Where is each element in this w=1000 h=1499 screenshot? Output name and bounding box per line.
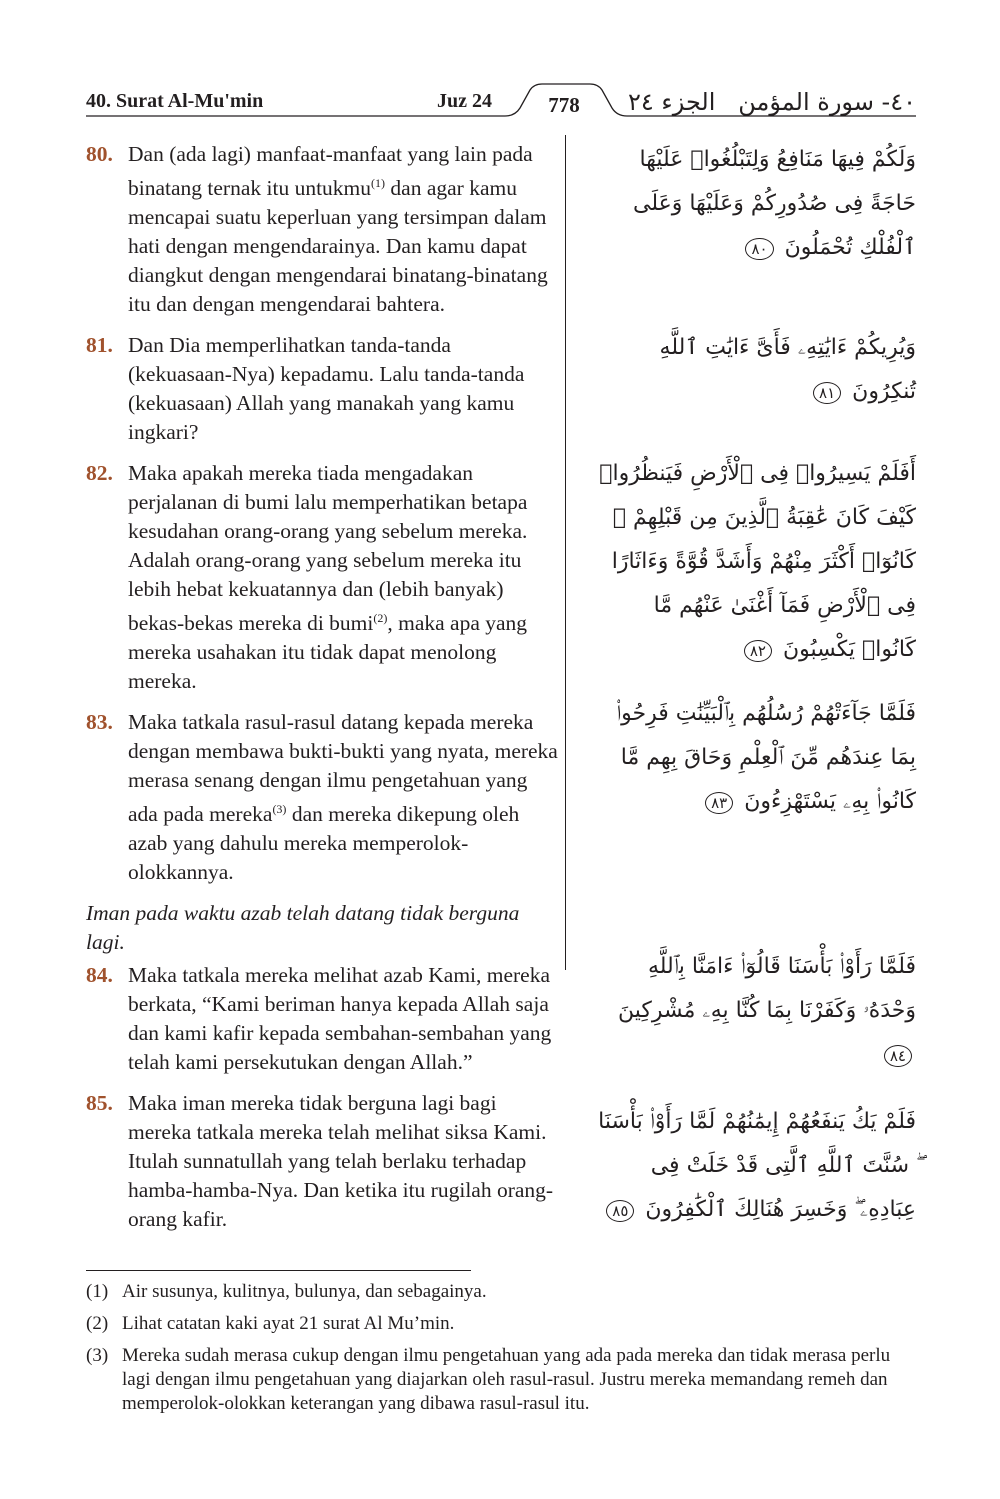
page-number: 778 [548,93,580,117]
footnote-ref[interactable]: (2) [373,611,388,626]
arabic-juz-label: الجزء ٢٤ [628,88,716,116]
verse-text: Maka apakah mereka tiada mengadakan perjalanan di bumi lalu memperhatikan betapa kesudahan orang-orang yang sebelum mereka. Adalah orang-orang yang sebelum mereka itu lebih hebat kekuatannya dan (lebih banyak) bekas-bekas mereka di bumi$^{(2)}$, maka apa yang mereka usahakan itu tidak dapat menolong mereka. [128,461,528,694]
ayah-number-marker: ٨٢ [744,640,772,662]
footnote-3 [86,1344,916,1416]
column-divider [565,135,566,970]
verse-text: Dan (ada lagi) manfaat-manfaat yang lain pada binatang ternak itu untukmu$^{(1)}$ dan agar kamu mencapai suatu keperluan yang tersimpan dalam hati dengan mengendarainya. Dan kamu dapat diangkut dengan mengendarai binatang-binatang itu dan dengan mengendarai bahtera. [128,142,548,317]
verse-83 [86,708,560,887]
arabic-verse-84: فَلَمَّا رَأَوْا۟ بَأْسَنَا قَالُوٓا۟ ءَامَنَّا بِٱللَّهِ وَحْدَهُۥ وَكَفَرْنَا بِمَا كُنَّا بِهِۦ مُشْرِكِينَ ٨٤ [617,954,916,1065]
arabic-verse-81: وَيُرِيكُمْ ءَايَٰتِهِۦ فَأَىَّ ءَايَٰتِ ٱللَّهِ تُنكِرُونَ ٨١ [659,335,916,404]
translation-column [86,140,560,1246]
verse-number: 84. [86,963,113,988]
footnotes [86,1280,916,1424]
verse-85 [86,1089,560,1234]
surah-title: 40. Surat Al-Mu'min [86,90,264,112]
arabic-verse-80: وَلَكُمْ فِيهَا مَنَافِعُ وَلِتَبْلُغُوا۟ عَلَيْهَا حَاجَةً فِى صُدُورِكُمْ وَعَلَيْهَا وَعَلَى ٱلْفُلْكِ تُحْمَلُونَ ٨٠ [632,147,916,260]
verse-number: 80. [86,142,113,166]
section-subheading: Iman pada waktu azab telah datang tidak berguna lagi. [86,901,520,955]
verse-text: Maka tatkala rasul-rasul datang kepada mereka dengan membawa bukti-bukti yang nyata, mereka merasa senang dengan ilmu pengetahuan yang ada pada mereka$^{(3)}$ dan mereka dikepung oleh azab yang dahulu mereka memperolok-olokkannya. [128,710,558,885]
footnote-number: (3) [86,1345,109,1366]
verse-number: 82. [86,461,113,486]
verse-number: 85. [86,1091,113,1116]
footnote-ref[interactable]: (1) [371,176,386,190]
verse-number: 83. [86,710,113,735]
ayah-number-marker: ٨٣ [705,792,733,814]
footnote-2 [86,1312,916,1336]
verse-number: 81. [86,333,113,358]
ayah-number-marker: ٨٤ [884,1045,912,1067]
verse-82 [86,459,560,696]
arabic-verse-82: أَفَلَمْ يَسِيرُوا۟ فِى ٱلْأَرْضِ فَيَنظُرُوا۟ كَيْفَ كَانَ عَٰقِبَةُ ٱلَّذِينَ مِن قَبْلِهِمْ ۚ كَانُوٓا۟ أَكْثَرَ مِنْهُمْ وَأَشَدَّ قُوَّةً وَءَاثَارًا فِى ٱلْأَرْضِ فَمَآ أَغْنَىٰ عَنْهُم مَّا كَانُوا۟ يَكْسِبُونَ ٨٢ [599,461,916,662]
footnote-ref[interactable]: (3) [272,802,287,817]
verse-text: Maka tatkala mereka melihat azab Kami, mereka berkata, “Kami beriman hanya kepada Allah saja dan kami kafir kepada sembahan-sembahan yang telah kami persekutukan dengan Allah.” [128,963,552,1075]
juz-label: Juz 24 [437,90,492,112]
verse-84 [86,961,560,1077]
footnote-1 [86,1280,916,1304]
ayah-number-marker: ٨٥ [606,1200,634,1222]
arabic-verse-85: فَلَمْ يَكُ يَنفَعُهُمْ إِيمَٰنُهُمْ لَمَّا رَأَوْا۟ بَأْسَنَا ۖ سُنَّتَ ٱللَّهِ ٱلَّتِى قَدْ خَلَتْ فِى عِبَادِهِۦ ۖ وَخَسِرَ هُنَالِكَ ٱلْكَٰفِرُونَ ٨٥ [598,1109,916,1222]
verse-80 [86,140,560,319]
footnote-rule [86,1270,471,1271]
verse-text: Maka iman mereka tidak berguna lagi bagi mereka tatkala mereka telah melihat siksa Kami. Itulah sunnatullah yang telah berlaku terhadap hamba-hamba-Nya. Dan ketika itu rugilah orang-orang kafir. [128,1091,554,1232]
footnote-number: (1) [86,1281,109,1302]
footnote-text: Lihat catatan kaki ayat 21 surat Al Mu’min. [122,1313,455,1334]
header-rule [0,0,1000,140]
ayah-number-marker: ٨٠ [745,238,773,260]
footnote-text: Air susunya, kulitnya, bulunya, dan sebagainya. [122,1281,487,1302]
verse-text: Dan Dia memperlihatkan tanda-tanda (kekuasaan-Nya) kepadamu. Lalu tanda-tanda (kekuasaan) Allah yang manakah yang kamu ingkari? [128,333,525,445]
arabic-verse-83: فَلَمَّا جَآءَتْهُمْ رُسُلُهُم بِٱلْبَيِّنَٰتِ فَرِحُوا۟ بِمَا عِندَهُم مِّنَ ٱلْعِلْمِ وَحَاقَ بِهِم مَّا كَانُوا۟ بِهِۦ يَسْتَهْزِءُونَ ٨٣ [616,701,916,814]
ayah-number-marker: ٨١ [813,382,841,404]
footnote-number: (2) [86,1313,109,1334]
arabic-surah-title: ٤٠- سورة المؤمن [738,88,916,116]
verse-81 [86,331,560,447]
footnote-text: Mereka sudah merasa cukup dengan ilmu pengetahuan yang ada pada mereka dan tidak merasa perlu lagi dengan ilmu pengetahuan yang diajarkan oleh rasul-rasul. Justru mereka memandang remeh dan memperolok-olokkan keterangan yang dibawa rasul-rasul itu. [122,1345,891,1414]
